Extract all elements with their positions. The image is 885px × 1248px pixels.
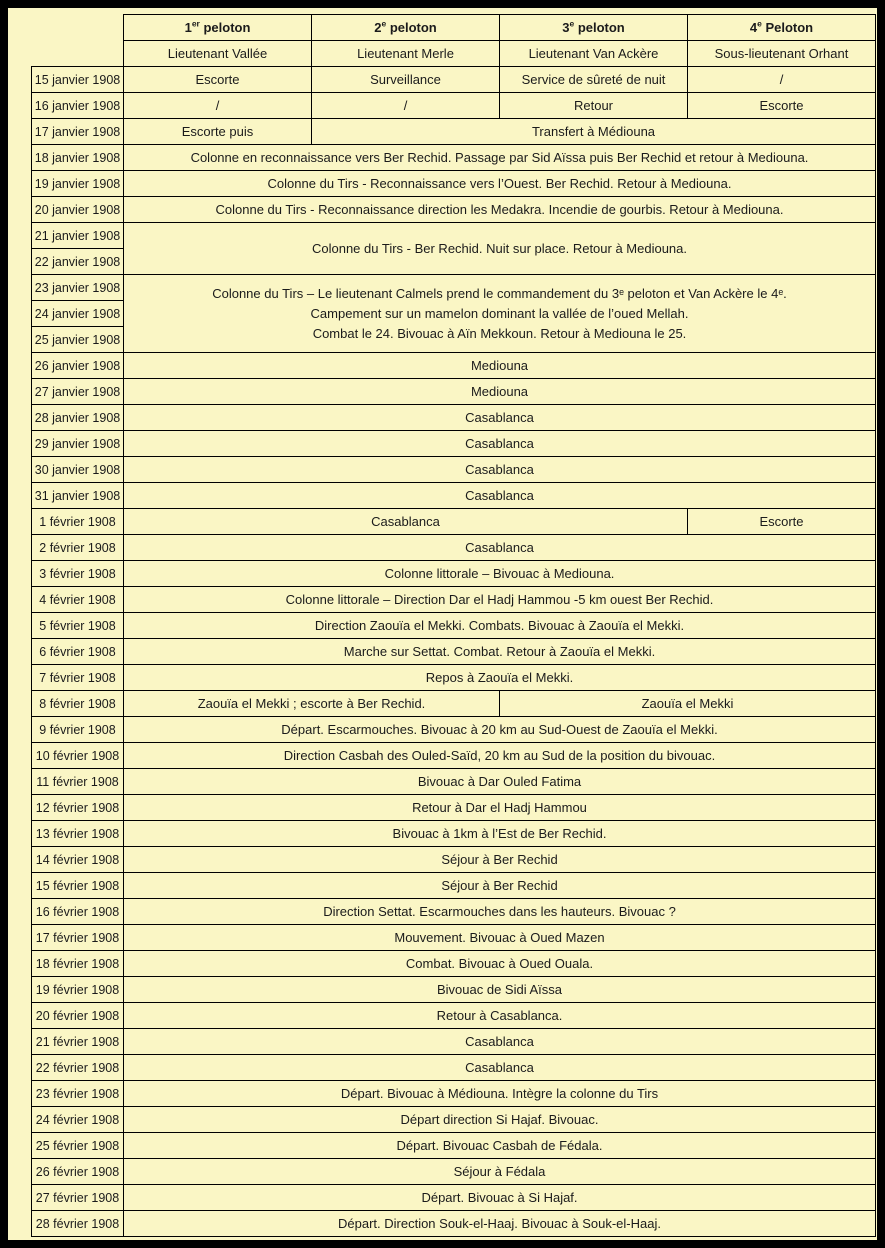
col-header-peloton-4: [688, 15, 876, 41]
date-cell: 10 février 1908: [32, 743, 124, 769]
peloton-4-word: Peloton: [761, 20, 814, 35]
entry-cell: Colonne du Tirs - Ber Rechid. Nuit sur place. Retour à Mediouna.: [124, 223, 876, 275]
table-row: [32, 119, 876, 145]
date-cell: 24 février 1908: [32, 1107, 124, 1133]
date-cell: 18 février 1908: [32, 951, 124, 977]
table-row: [32, 1211, 876, 1237]
date-cell: 1 février 1908: [32, 509, 124, 535]
entry-cell: Retour à Dar el Hadj Hammou: [124, 795, 876, 821]
table-row: [32, 951, 876, 977]
entry-cell: Direction Settat. Escarmouches dans les hauteurs. Bivouac ?: [124, 899, 876, 925]
table-row: [32, 1081, 876, 1107]
entry-cell: Bivouac de Sidi Aïssa: [124, 977, 876, 1003]
date-cell: 22 janvier 1908: [32, 249, 124, 275]
peloton-2-word: peloton: [386, 20, 437, 35]
date-cell: 19 janvier 1908: [32, 171, 124, 197]
date-cell: 5 février 1908: [32, 613, 124, 639]
date-cell: 17 février 1908: [32, 925, 124, 951]
col-header-peloton-2: [312, 15, 500, 41]
entry-cell: Colonne en reconnaissance vers Ber Rechid. Passage par Sid Aïssa puis Ber Rechid et retour à Mediouna.: [124, 145, 876, 171]
date-cell: 25 février 1908: [32, 1133, 124, 1159]
entry-cell: Zaouïa el Mekki ; escorte à Ber Rechid.: [124, 691, 500, 717]
entry-cell: Mediouna: [124, 353, 876, 379]
table-row: [32, 1185, 876, 1211]
entry-cell: Bivouac à Dar Ouled Fatima: [124, 769, 876, 795]
entry-cell: Séjour à Ber Rechid: [124, 847, 876, 873]
peloton-2-ordinal: e: [381, 18, 387, 29]
date-cell: 25 janvier 1908: [32, 327, 124, 353]
date-cell: 14 février 1908: [32, 847, 124, 873]
table-row: [32, 1055, 876, 1081]
entry-cell: Direction Zaouïa el Mekki. Combats. Bivouac à Zaouïa el Mekki.: [124, 613, 876, 639]
table-row: [32, 1159, 876, 1185]
peloton-2-number: 2: [374, 20, 382, 35]
entry-cell: Casablanca: [124, 509, 688, 535]
date-cell: 18 janvier 1908: [32, 145, 124, 171]
entry-cell: Service de sûreté de nuit: [500, 67, 688, 93]
date-cell: 17 janvier 1908: [32, 119, 124, 145]
date-cell: 20 janvier 1908: [32, 197, 124, 223]
date-cell: 15 février 1908: [32, 873, 124, 899]
entry-cell: Casablanca: [124, 535, 876, 561]
date-cell: 8 février 1908: [32, 691, 124, 717]
header-row-pelotons: [32, 15, 876, 41]
date-cell: 20 février 1908: [32, 1003, 124, 1029]
date-cell: 16 février 1908: [32, 899, 124, 925]
peloton-4-number: 4: [749, 20, 758, 35]
table-row: [32, 535, 876, 561]
date-cell: 4 février 1908: [32, 587, 124, 613]
entry-cell: Mediouna: [124, 379, 876, 405]
table-row: [32, 977, 876, 1003]
entry-cell: Départ. Direction Souk-el-Haaj. Bivouac à Souk-el-Haaj.: [124, 1211, 876, 1237]
table-row: [32, 145, 876, 171]
entry-cell: Casablanca: [124, 431, 876, 457]
table-row: [32, 457, 876, 483]
entry-cell: Casablanca: [124, 457, 876, 483]
date-cell: 21 janvier 1908: [32, 223, 124, 249]
entry-cell: Séjour à Fédala: [124, 1159, 876, 1185]
peloton-3-ordinal: e: [569, 18, 575, 29]
date-cell: 26 février 1908: [32, 1159, 124, 1185]
table-row: [32, 405, 876, 431]
entry-cell: Colonne littorale – Direction Dar el Hadj Hammou -5 km ouest Ber Rechid.: [124, 587, 876, 613]
entry-cell: Casablanca: [124, 483, 876, 509]
table-row: [32, 223, 876, 249]
table-row: [32, 431, 876, 457]
entry-cell: Escorte puis: [124, 119, 312, 145]
entry-cell: Colonne littorale – Bivouac à Mediouna.: [124, 561, 876, 587]
entry-line: Campement sur un mamelon dominant la vallée de l’oued Mellah.: [310, 305, 689, 321]
date-cell: 27 janvier 1908: [32, 379, 124, 405]
date-cell: 26 janvier 1908: [32, 353, 124, 379]
entry-cell: Départ. Bivouac à Médiouna. Intègre la colonne du Tirs: [124, 1081, 876, 1107]
date-cell: 7 février 1908: [32, 665, 124, 691]
table-row: [32, 353, 876, 379]
date-cell: 23 janvier 1908: [32, 275, 124, 301]
entry-cell: Escorte: [688, 509, 876, 535]
table-row: [32, 899, 876, 925]
date-cell: 29 janvier 1908: [32, 431, 124, 457]
peloton-4-ordinal: e: [757, 18, 762, 29]
table-row: [32, 925, 876, 951]
table-row: [32, 1003, 876, 1029]
entry-cell: Casablanca: [124, 1029, 876, 1055]
date-cell: 13 février 1908: [32, 821, 124, 847]
entry-cell: Départ. Bivouac Casbah de Fédala.: [124, 1133, 876, 1159]
entry-cell: Marche sur Settat. Combat. Retour à Zaouïa el Mekki.: [124, 639, 876, 665]
date-cell: 24 janvier 1908: [32, 301, 124, 327]
entry-cell: [124, 275, 876, 353]
table-row: [32, 171, 876, 197]
date-cell: 16 janvier 1908: [32, 93, 124, 119]
date-cell: 21 février 1908: [32, 1029, 124, 1055]
table-row: [32, 847, 876, 873]
entry-cell: Repos à Zaouïa el Mekki.: [124, 665, 876, 691]
entry-cell: Mouvement. Bivouac à Oued Mazen: [124, 925, 876, 951]
entry-cell: Combat. Bivouac à Oued Ouala.: [124, 951, 876, 977]
entry-cell: /: [688, 67, 876, 93]
entry-cell: Retour: [500, 93, 688, 119]
entry-cell: Casablanca: [124, 405, 876, 431]
officer-cell-1: Lieutenant Vallée: [124, 41, 312, 67]
table-row: [32, 769, 876, 795]
date-cell: 9 février 1908: [32, 717, 124, 743]
entry-cell: /: [312, 93, 500, 119]
date-cell: 2 février 1908: [32, 535, 124, 561]
date-cell: 27 février 1908: [32, 1185, 124, 1211]
col-header-peloton-3: [500, 15, 688, 41]
table-row: [32, 821, 876, 847]
entry-cell: /: [124, 93, 312, 119]
peloton-3-word: peloton: [574, 20, 625, 35]
date-cell: 15 janvier 1908: [32, 67, 124, 93]
peloton-1-ordinal: er: [191, 18, 200, 29]
entry-cell: Transfert à Médiouna: [312, 119, 876, 145]
table-row: [32, 93, 876, 119]
entry-cell: Départ. Escarmouches. Bivouac à 20 km au Sud-Ouest de Zaouïa el Mekki.: [124, 717, 876, 743]
table-row: [32, 67, 876, 93]
entry-cell: Bivouac à 1km à l’Est de Ber Rechid.: [124, 821, 876, 847]
entry-cell: Retour à Casablanca.: [124, 1003, 876, 1029]
date-cell: 19 février 1908: [32, 977, 124, 1003]
table-row: [32, 717, 876, 743]
date-cell: 11 février 1908: [32, 769, 124, 795]
date-cell: 23 février 1908: [32, 1081, 124, 1107]
table-row: [32, 587, 876, 613]
date-cell: 30 janvier 1908: [32, 457, 124, 483]
entry-cell: Zaouïa el Mekki: [500, 691, 876, 717]
table-row: [32, 613, 876, 639]
table-row: [32, 379, 876, 405]
officer-cell-3: Lieutenant Van Ackère: [500, 41, 688, 67]
date-cell: 22 février 1908: [32, 1055, 124, 1081]
header-row-officers: [32, 41, 876, 67]
table-row: [32, 197, 876, 223]
entry-cell: Surveillance: [312, 67, 500, 93]
table-row: [32, 665, 876, 691]
date-cell: 3 février 1908: [32, 561, 124, 587]
entry-cell: Colonne du Tirs - Reconnaissance vers l’Ouest. Ber Rechid. Retour à Mediouna.: [124, 171, 876, 197]
peloton-schedule-table: [31, 14, 876, 1237]
entry-line: Colonne du Tirs – Le lieutenant Calmels prend le commandement du 3ᵉ peloton et Van Ackère le 4ᵉ.: [212, 285, 787, 301]
officer-cell-2: Lieutenant Merle: [312, 41, 500, 67]
table-row: [32, 275, 876, 301]
table-row: [32, 1133, 876, 1159]
entry-cell: Direction Casbah des Ouled-Saïd, 20 km au Sud de la position du bivouac.: [124, 743, 876, 769]
date-cell: 31 janvier 1908: [32, 483, 124, 509]
officer-cell-4: Sous-lieutenant Orhant: [688, 41, 876, 67]
entry-line: Combat le 24. Bivouac à Aïn Mekkoun. Retour à Mediouna le 25.: [312, 325, 687, 341]
entry-cell: Séjour à Ber Rechid: [124, 873, 876, 899]
table-row: [32, 873, 876, 899]
table-row: [32, 561, 876, 587]
table-row: [32, 509, 876, 535]
corner-cell: [32, 15, 124, 41]
table-row: [32, 1029, 876, 1055]
entry-cell: Départ. Bivouac à Si Hajaf.: [124, 1185, 876, 1211]
entry-cell: Escorte: [688, 93, 876, 119]
peloton-1-word: peloton: [199, 20, 251, 35]
col-header-peloton-1: [124, 15, 312, 41]
table-row: [32, 1107, 876, 1133]
peloton-3-number: 3: [562, 20, 570, 35]
peloton-1-number: 1: [184, 20, 192, 35]
date-cell: 6 février 1908: [32, 639, 124, 665]
entry-cell: Départ direction Si Hajaf. Bivouac.: [124, 1107, 876, 1133]
table-row: [32, 483, 876, 509]
date-cell: 12 février 1908: [32, 795, 124, 821]
entry-cell: Escorte: [124, 67, 312, 93]
corner-cell: [32, 41, 124, 67]
table-row: [32, 743, 876, 769]
table-row: [32, 639, 876, 665]
entry-cell: Colonne du Tirs - Reconnaissance direction les Medakra. Incendie de gourbis. Retour à Mediouna.: [124, 197, 876, 223]
table-row: [32, 691, 876, 717]
table-row: [32, 795, 876, 821]
date-cell: 28 janvier 1908: [32, 405, 124, 431]
date-cell: 28 février 1908: [32, 1211, 124, 1237]
document-page: [8, 8, 877, 1240]
entry-cell: Casablanca: [124, 1055, 876, 1081]
